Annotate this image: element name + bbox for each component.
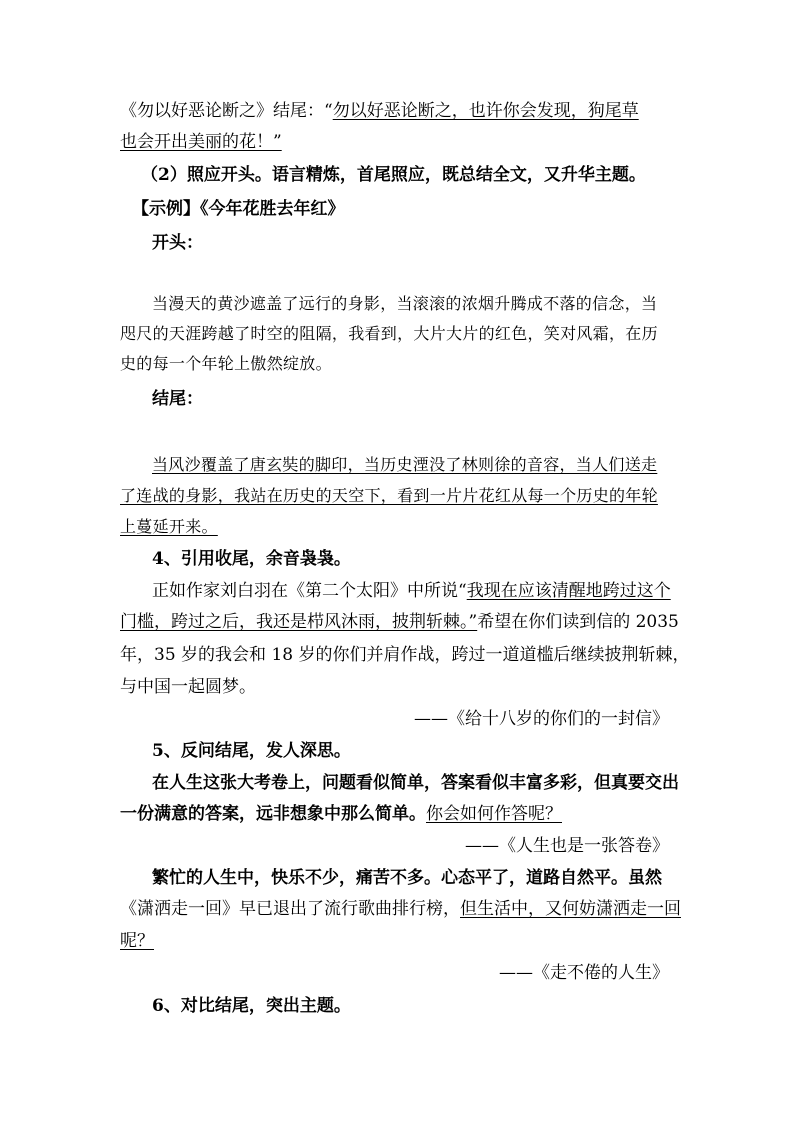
heading-quote-ending: 4、引用收尾，余音袅袅。 — [152, 549, 351, 569]
exam-paragraph-line1: 在人生这张大考卷上，问题看似简单，答案看似丰富多彩，但真要交出 — [152, 773, 679, 793]
heading-contrast-ending: 6、对比结尾，突出主题。 — [152, 996, 351, 1016]
underlined-text: 你会如何作答呢？ — [426, 804, 562, 824]
example-ending-line1: 当风沙覆盖了唐玄奘的脚印，当历史湮没了林则徐的音容，当人们送走 — [152, 455, 658, 474]
paragraph-ending-quote-line1 — [120, 100, 639, 122]
life-paragraph-line1: 繁忙的人生中，快乐不少，痛苦不多。心态平了，道路自然平。虽然 — [152, 868, 662, 888]
exam-paragraph-line2 — [120, 803, 562, 825]
quote-paragraph-line1 — [152, 580, 671, 602]
heading-rhetorical-ending: 5、反问结尾，发人深思。 — [152, 741, 351, 761]
underlined-text: 门槛，跨过之后，我还是栉风沐雨，披荆斩棘。” — [120, 612, 478, 632]
underlined-text: 也会开出美丽的花！” — [120, 132, 282, 152]
quote-paragraph-line4: 与中国一起圆梦。 — [120, 677, 256, 697]
example-ending-line3: 上蔓延开来。 — [120, 517, 218, 536]
underlined-text: 但生活中，又何妨潇洒走一回 — [460, 899, 681, 919]
text: 正如作家刘白羽在《第二个太阳》中所说“ — [152, 581, 467, 601]
label-ending: 结尾： — [152, 389, 203, 409]
example-title: 【示例】《今年花胜去年红》 — [132, 199, 345, 219]
quote-paragraph-line2 — [120, 611, 679, 633]
source-life: ——《走不倦的人生》 — [499, 963, 669, 983]
life-paragraph-line2 — [120, 898, 681, 920]
text: 《勿以好恶论断之》结尾：“ — [120, 101, 333, 121]
example-beginning-line3: 史的每一个年轮上傲然绽放。 — [120, 354, 332, 373]
source-exam: ——《人生也是一张答卷》 — [465, 836, 669, 856]
text: 《潇洒走一回》早已退出了流行歌曲排行榜， — [120, 899, 460, 919]
underlined-text: 我现在应该清醒地跨过这个 — [466, 581, 671, 601]
label-beginning: 开头： — [152, 233, 203, 253]
paragraph-ending-quote-line2 — [120, 131, 282, 153]
text: 希望在你们读到信的 2035 — [477, 612, 679, 632]
example-beginning-line1: 当漫天的黄沙遮盖了远行的身影，当滚滚的浓烟升腾成不落的信念，当 — [152, 294, 658, 313]
underlined-text: 勿以好恶论断之，也许你会发现，狗尾草 — [332, 101, 639, 121]
underlined-text: 呢？ — [120, 931, 154, 951]
example-ending-line2: 了连战的身影，我站在历史的天空下，看到一片片花红从每一个历史的年轮 — [120, 486, 658, 505]
quote-paragraph-line3: 年，35 岁的我会和 18 岁的你们并肩作战，跨过一道道槛后继续披荆斩棘， — [120, 645, 690, 665]
text: 一份满意的答案，远非想象中那么简单。 — [120, 804, 426, 824]
source-letter: ——《给十八岁的你们的一封信》 — [414, 709, 669, 729]
heading-echo-beginning: （2）照应开头。语言精炼，首尾照应，既总结全文，又升华主题。 — [141, 165, 646, 185]
example-beginning-line2: 咫尺的天涯跨越了时空的阻隔，我看到，大片大片的红色，笑对风霜，在历 — [120, 324, 658, 343]
life-paragraph-line3 — [120, 930, 154, 952]
